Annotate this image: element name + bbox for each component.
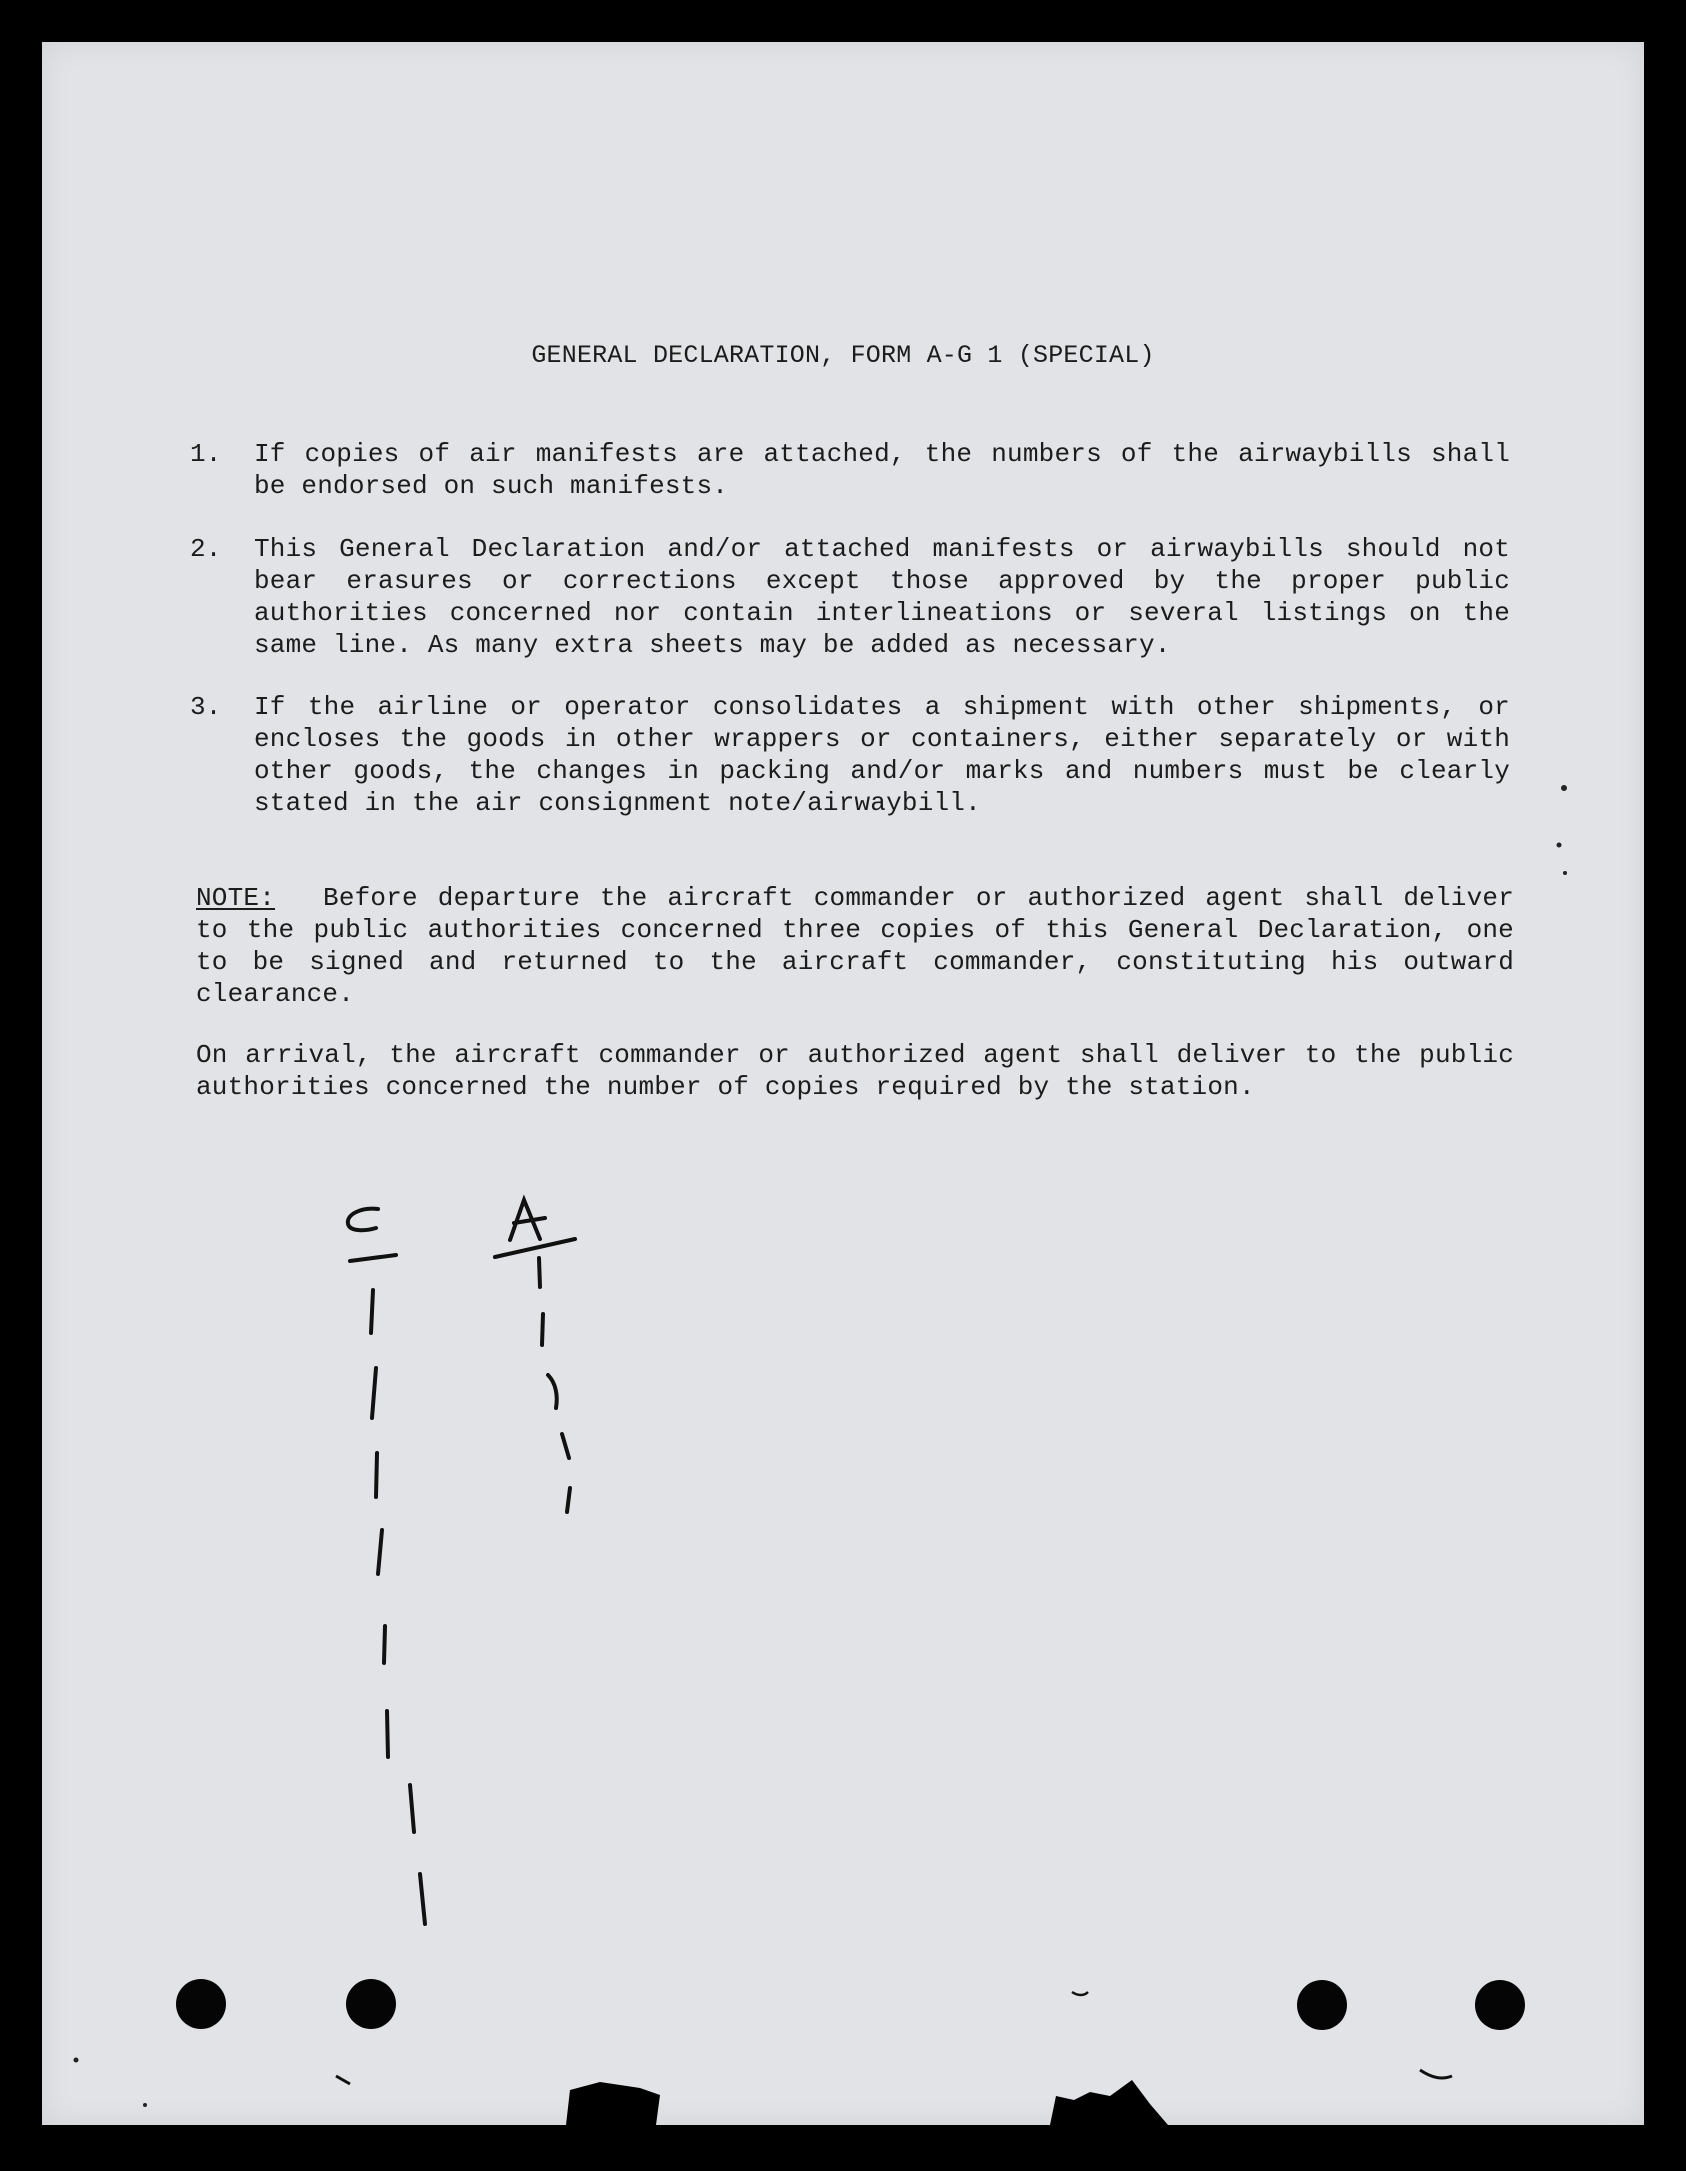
speck <box>74 2058 79 2063</box>
item-text: If the airline or operator consolidates a shipment with other shipments, or encloses the goods in other wrappers or containers, either separately or with other goods, the changes in packing and/or marks and numbers must be clearly stated in the air consignment note/airwaybill. <box>254 692 1510 818</box>
torn-edge <box>1050 2080 1168 2125</box>
torn-edge <box>566 2082 660 2125</box>
arrival-paragraph: On arrival, the aircraft commander or authorized agent shall deliver to the public authorities concerned the number of copies required by the station. <box>196 1040 1514 1102</box>
item-number: 3. <box>190 692 222 722</box>
speck <box>1561 785 1567 791</box>
speck <box>1563 871 1567 875</box>
note-label: NOTE: <box>196 883 276 913</box>
ink-mark <box>1420 2070 1452 2078</box>
note-text: Before departure the aircraft commander or authorized agent shall deliver to the public authorities concerned three copies of this General Declaration, one to be signed and returned to the aircraft commander, constituting his outward clearance. <box>196 883 1514 1009</box>
item-number: 2. <box>190 534 222 564</box>
item-number: 1. <box>190 439 222 469</box>
ink-mark <box>336 2076 350 2084</box>
item-text: This General Declaration and/or attached manifests or airwaybills should not bear erasures or corrections except those approved by the proper public authorities concerned nor contain interlineations or several listings on the same line. As many extra sheets may be added as necessary. <box>254 534 1510 660</box>
speck <box>143 2103 147 2107</box>
speck <box>1557 843 1562 848</box>
item-text: If copies of air manifests are attached, the numbers of the airwaybills shall be endorsed on such manifests. <box>254 439 1510 501</box>
form-title: GENERAL DECLARATION, FORM A-G 1 (SPECIAL) <box>531 341 1155 370</box>
ink-mark <box>1072 1992 1088 1995</box>
